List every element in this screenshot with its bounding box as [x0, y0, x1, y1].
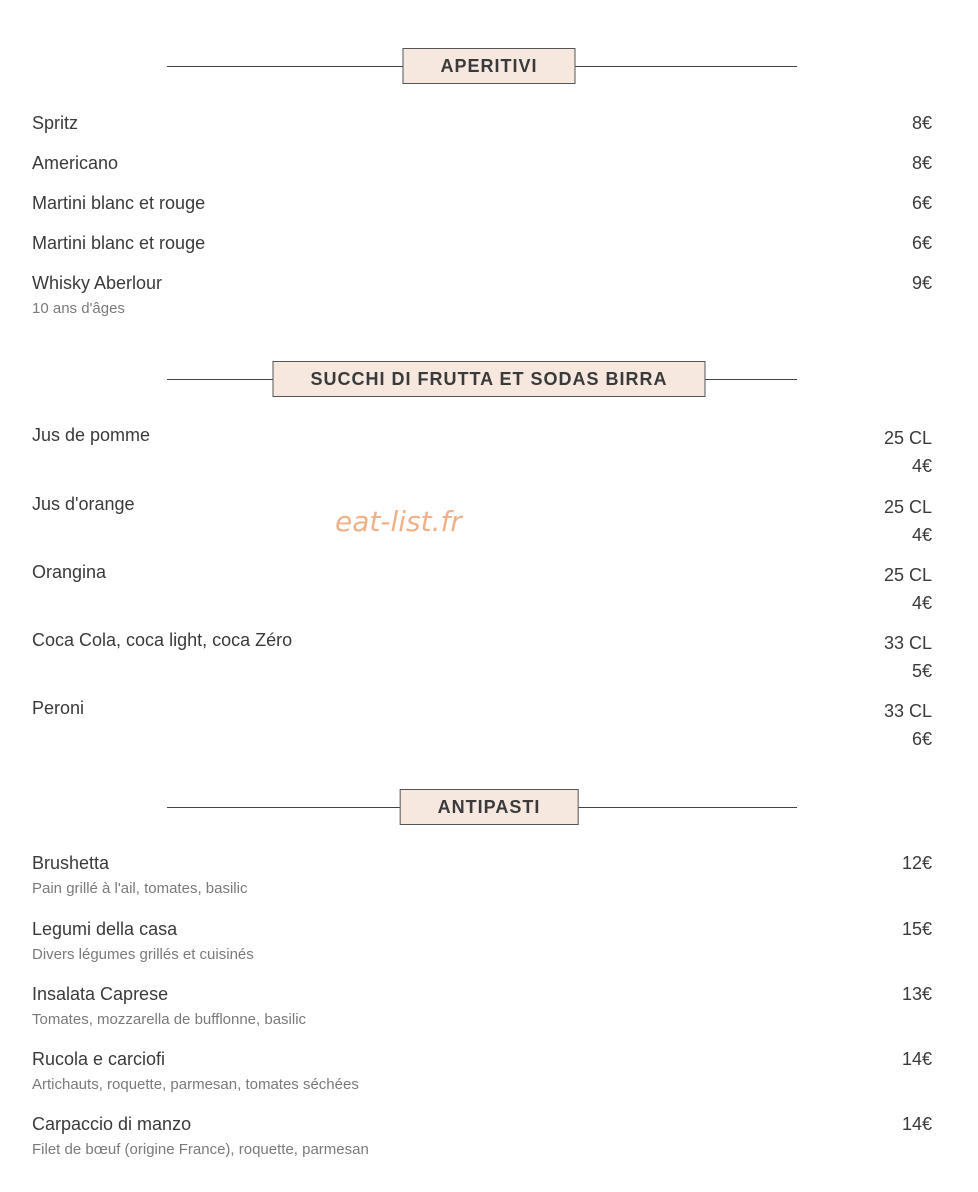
item-description: Pain grillé à l'ail, tomates, basilic [32, 880, 248, 897]
menu-item [32, 152, 932, 174]
item-price-block [884, 424, 932, 480]
item-price: 8€ [911, 153, 932, 173]
item-description: Tomates, mozzarella de bufflonne, basilic [32, 1011, 307, 1028]
item-price-block [884, 561, 932, 617]
item-name: Peroni [32, 698, 85, 718]
item-size: 25 CL [883, 428, 932, 448]
item-description: 10 ans d'âges [32, 300, 125, 317]
item-price: 4€ [911, 593, 932, 613]
menu-item [32, 192, 932, 214]
section-header-succhi [0, 359, 978, 399]
menu-item [32, 272, 932, 319]
item-name: Brushetta [32, 853, 110, 873]
item-price: 5€ [911, 661, 932, 681]
item-size: 25 CL [883, 565, 932, 585]
item-price: 9€ [911, 273, 932, 293]
menu-item [32, 629, 932, 681]
watermark: eat-list.fr [335, 505, 462, 538]
item-price-block [884, 493, 932, 549]
item-name: Coca Cola, coca light, coca Zéro [32, 630, 293, 650]
menu-item [32, 1113, 932, 1160]
menu-item [32, 424, 932, 476]
item-name: Martini blanc et rouge [32, 193, 206, 213]
item-size: 25 CL [883, 497, 932, 517]
item-price: 15€ [901, 919, 932, 939]
item-price: 14€ [901, 1114, 932, 1134]
menu-item [32, 852, 932, 899]
item-price: 6€ [911, 729, 932, 749]
item-name: Spritz [32, 113, 79, 133]
item-name: Carpaccio di manzo [32, 1114, 192, 1134]
menu-item [32, 112, 932, 134]
item-price: 4€ [911, 525, 932, 545]
item-price: 13€ [901, 984, 932, 1004]
item-price-block [884, 629, 932, 685]
menu-item [32, 561, 932, 613]
item-name: Insalata Caprese [32, 984, 169, 1004]
item-price: 6€ [911, 233, 932, 253]
section-title: APERITIVI [402, 48, 575, 84]
item-name: Rucola e carciofi [32, 1049, 166, 1069]
section-header-antipasti [0, 787, 978, 827]
item-price: 12€ [901, 853, 932, 873]
menu-item [32, 1048, 932, 1095]
menu-item [32, 918, 932, 965]
menu-item [32, 983, 932, 1030]
item-name: Orangina [32, 562, 107, 582]
item-description: Filet de bœuf (origine France), roquette, parmesan [32, 1141, 369, 1158]
item-name: Jus de pomme [32, 425, 151, 445]
item-price: 14€ [901, 1049, 932, 1069]
section-title: SUCCHI DI FRUTTA ET SODAS BIRRA [273, 361, 706, 397]
item-size: 33 CL [883, 701, 932, 721]
item-description: Divers légumes grillés et cuisinés [32, 946, 254, 963]
item-size: 33 CL [883, 633, 932, 653]
menu-item [32, 697, 932, 749]
item-price: 4€ [911, 456, 932, 476]
item-name: Whisky Aberlour [32, 273, 163, 293]
item-description: Artichauts, roquette, parmesan, tomates séchées [32, 1076, 359, 1093]
item-name: Americano [32, 153, 119, 173]
section-title: ANTIPASTI [400, 789, 579, 825]
menu-item [32, 232, 932, 254]
item-name: Martini blanc et rouge [32, 233, 206, 253]
item-price: 6€ [911, 193, 932, 213]
item-name: Legumi della casa [32, 919, 178, 939]
item-price: 8€ [911, 113, 932, 133]
section-header-aperitivi [0, 46, 978, 86]
item-name: Jus d'orange [32, 494, 135, 514]
item-price-block [884, 697, 932, 753]
